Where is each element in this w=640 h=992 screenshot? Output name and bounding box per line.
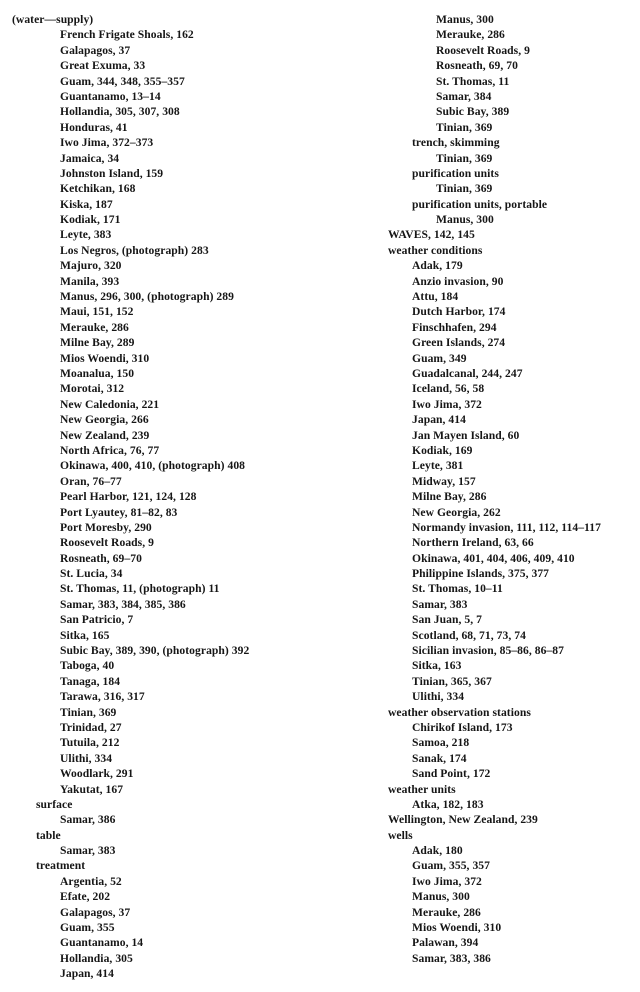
index-entry: Ulithi, 334 [60,751,113,765]
index-entry: Guam, 344, 348, 355–357 [60,74,185,88]
index-column-left [12,12,372,982]
index-entry: Manus, 296, 300, (photograph) 289 [60,290,234,304]
index-entry: Efate, 202 [60,890,111,904]
index-column-right [388,12,636,966]
index-entry: Mios Woendi, 310 [60,351,150,365]
index-subheading: Samar, 383, 386 [412,951,491,965]
index-entry: St. Lucia, 34 [60,567,123,581]
index-entry: North Africa, 76, 77 [60,443,160,457]
index-entry: Oran, 76–77 [60,474,122,488]
index-entry: Guantanamo, 13–14 [60,89,161,103]
index-entry: Manila, 393 [60,274,120,288]
index-entry: Moanalua, 150 [60,366,135,380]
index-subheading: Japan, 414 [412,413,466,427]
index-subheading: St. Thomas, 10–11 [412,582,503,596]
index-entry: Japan, 414 [60,967,114,981]
index-entry: New Georgia, 266 [60,413,149,427]
index-entry: Port Moresby, 290 [60,520,152,534]
index-subheading: Sitka, 163 [412,659,462,673]
index-subheading: purification units [412,166,499,180]
index-entry: Honduras, 41 [60,120,128,134]
index-subheading: New Georgia, 262 [412,505,501,519]
index-entry: Port Lyautey, 81–82, 83 [60,505,178,519]
index-entry: Argentia, 52 [60,874,122,888]
index-heading: WAVES, 142, 145 [388,228,475,242]
index-subheading: Finschhafen, 294 [412,320,497,334]
index-entry: Samar, 384 [436,89,492,103]
index-entry: Jamaica, 34 [60,151,120,165]
index-entry: Leyte, 383 [60,228,112,242]
index-entry: Subic Bay, 389 [436,105,510,119]
index-entry: French Frigate Shoals, 162 [60,28,194,42]
index-subheading: Guadalcanal, 244, 247 [412,366,523,380]
index-entry: St. Thomas, 11 [436,74,510,88]
index-entry: New Caledonia, 221 [60,397,160,411]
index-entry: Maui, 151, 152 [60,305,134,319]
index-entry: Sitka, 165 [60,628,110,642]
index-subheading: surface [36,797,73,811]
index-subheading: Manus, 300 [412,890,470,904]
index-entry: Morotai, 312 [60,382,125,396]
index-heading: weather units [388,782,456,796]
index-entry: Trinidad, 27 [60,720,122,734]
index-entry: San Patricio, 7 [60,613,134,627]
index-entry: Milne Bay, 289 [60,336,135,350]
index-entry: Johnston Island, 159 [60,166,164,180]
index-subheading: Adak, 179 [412,259,463,273]
index-subheading: Samoa, 218 [412,736,470,750]
index-entry: Samar, 383, 384, 385, 386 [60,597,186,611]
index-entry: Rosneath, 69–70 [60,551,142,565]
index-entry: Samar, 383 [60,844,116,858]
index-entry: Iwo Jima, 372–373 [60,136,154,150]
index-subheading: Sanak, 174 [412,751,467,765]
index-heading: Wellington, New Zealand, 239 [388,813,538,827]
index-entry: New Zealand, 239 [60,428,150,442]
index-subheading: trench, skimming [412,136,500,150]
index-subheading: Tinian, 365, 367 [412,674,492,688]
index-entry: Galapagos, 37 [60,905,131,919]
index-entry: Kodiak, 171 [60,213,121,227]
index-entry: Tarawa, 316, 317 [60,690,145,704]
index-heading: (water—supply) [12,13,94,26]
index-entry: Hollandia, 305 [60,951,133,965]
index-subheading: Dutch Harbor, 174 [412,305,506,319]
index-subheading: San Juan, 5, 7 [412,613,482,627]
index-entry: Tinian, 369 [436,120,493,134]
index-entry: Majuro, 320 [60,259,122,273]
index-heading: weather conditions [388,243,483,257]
index-subheading: Green Islands, 274 [412,336,506,350]
index-subheading: Scotland, 68, 71, 73, 74 [412,628,526,642]
index-subheading: Jan Mayen Island, 60 [412,428,520,442]
index-entry: Galapagos, 37 [60,43,131,57]
index-entry: Pearl Harbor, 121, 124, 128 [60,490,197,504]
index-subheading: Iwo Jima, 372 [412,874,482,888]
index-entry: Samar, 386 [60,813,116,827]
index-subheading: purification units, portable [412,197,548,211]
index-subheading: Philippine Islands, 375, 377 [412,567,550,581]
index-entry: Kiska, 187 [60,197,113,211]
index-subheading: treatment [36,859,86,873]
index-subheading: Adak, 180 [412,844,463,858]
index-subheading: Midway, 157 [412,474,476,488]
index-entry: Tanaga, 184 [60,674,121,688]
index-subheading: Chirikof Island, 173 [412,720,513,734]
index-entry: Rosneath, 69, 70 [436,59,518,73]
index-subheading: Iwo Jima, 372 [412,397,482,411]
index-entry: Great Exuma, 33 [60,59,146,73]
index-entry: Ketchikan, 168 [60,182,136,196]
index-heading: weather observation stations [388,705,531,719]
index-entry: St. Thomas, 11, (photograph) 11 [60,582,220,596]
index-subheading: Atka, 182, 183 [412,797,484,811]
index-entry: Tinian, 369 [436,182,493,196]
index-subheading: Sicilian invasion, 85–86, 86–87 [412,644,564,658]
index-entry: Hollandia, 305, 307, 308 [60,105,180,119]
index-entry: Taboga, 40 [60,659,115,673]
index-subheading: Northern Ireland, 63, 66 [412,536,534,550]
index-entry: Yakutat, 167 [60,782,124,796]
index-entry: Woodlark, 291 [60,767,134,781]
index-subheading: Guam, 355, 357 [412,859,490,873]
index-subheading: Merauke, 286 [412,905,481,919]
index-entry: Tutuila, 212 [60,736,120,750]
index-heading: wells [388,828,413,842]
index-subheading: Attu, 184 [412,290,459,304]
index-subheading: Okinawa, 401, 404, 406, 409, 410 [412,551,575,565]
index-subheading: Guam, 349 [412,351,467,365]
index-subheading: Samar, 383 [412,597,468,611]
index-subheading: Milne Bay, 286 [412,490,487,504]
index-entry: Subic Bay, 389, 390, (photograph) 392 [60,644,250,658]
index-entry: Tinian, 369 [436,151,493,165]
index-subheading: Palawan, 394 [412,936,479,950]
index-entry: Tinian, 369 [60,705,117,719]
index-entry: Los Negros, (photograph) 283 [60,243,209,257]
index-subheading: Iceland, 56, 58 [412,382,485,396]
index-entry: Roosevelt Roads, 9 [60,536,154,550]
index-entry: Roosevelt Roads, 9 [436,43,530,57]
index-subheading: Normandy invasion, 111, 112, 114–117 [412,520,601,534]
index-subheading: Anzio invasion, 90 [412,274,504,288]
index-subheading: Kodiak, 169 [412,443,473,457]
index-entry: Manus, 300 [436,13,494,26]
index-subheading: Ulithi, 334 [412,690,465,704]
index-subheading: table [36,828,61,842]
index-entry: Merauke, 286 [60,320,129,334]
index-entry: Guam, 355 [60,921,115,935]
index-subheading: Sand Point, 172 [412,767,491,781]
index-entry: Manus, 300 [436,213,494,227]
index-entry: Guantanamo, 14 [60,936,144,950]
index-subheading: Leyte, 381 [412,459,464,473]
index-entry: Merauke, 286 [436,28,505,42]
index-subheading: Mios Woendi, 310 [412,921,502,935]
index-entry: Okinawa, 400, 410, (photograph) 408 [60,459,246,473]
